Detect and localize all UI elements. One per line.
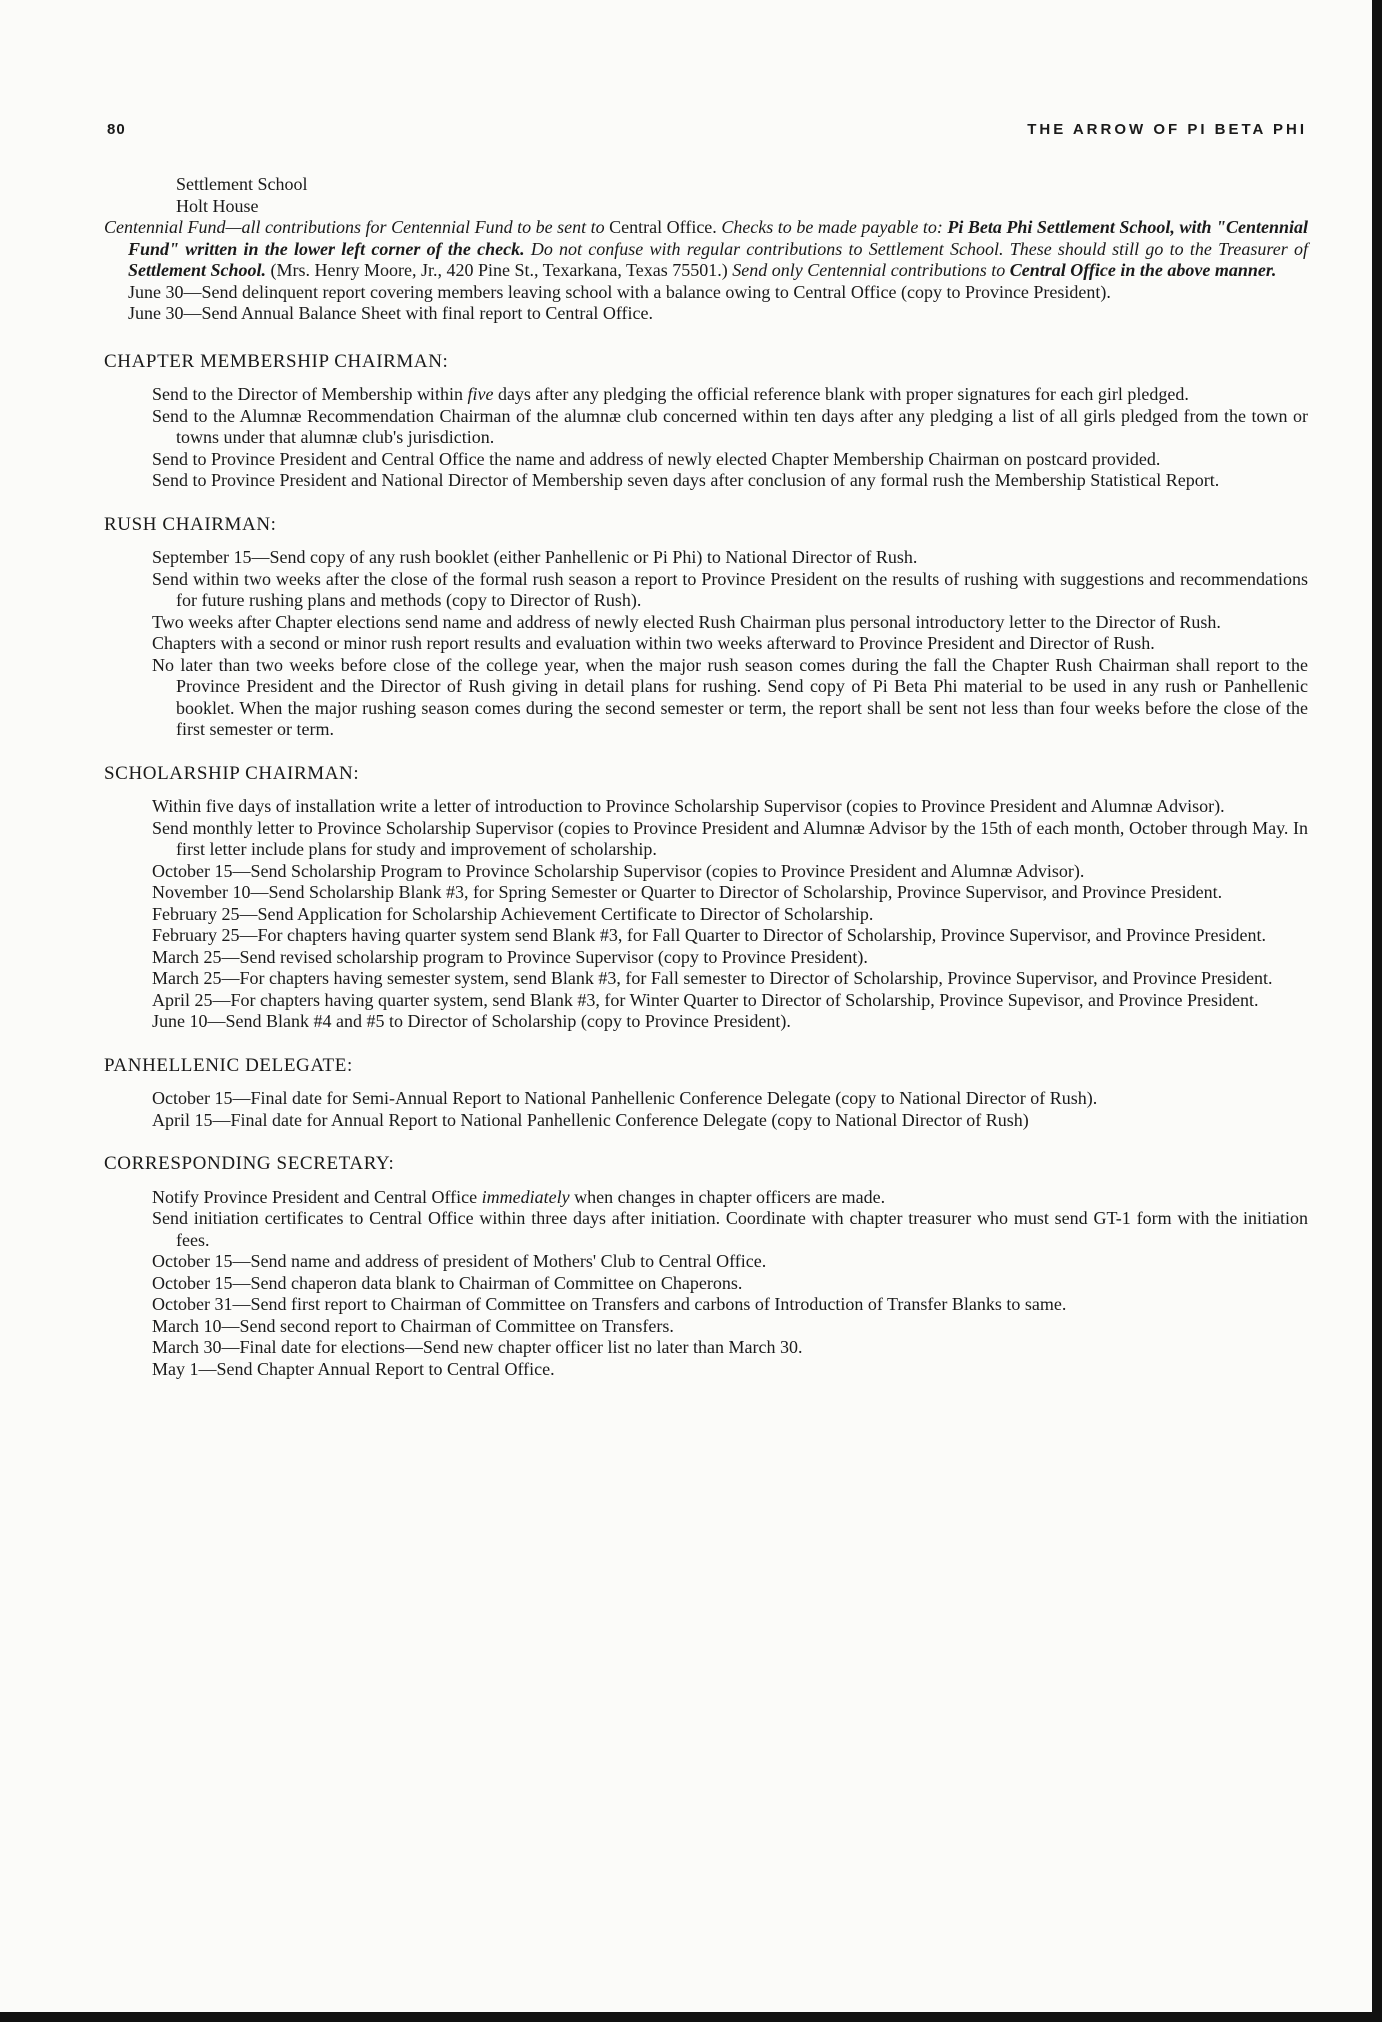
text-run: Send only Centennial contributions to — [727, 260, 1010, 280]
section-heading: PANHELLENIC DELEGATE: — [104, 1054, 353, 1076]
text-run: Checks to be made payable to: — [716, 217, 948, 237]
section-heading: CHAPTER MEMBERSHIP CHAIRMAN: — [104, 350, 449, 372]
section-heading: CORRESPONDING SECRETARY: — [104, 1153, 395, 1174]
entry: September 15—Send copy of any rush booklet (either Panhellenic or Pi Phi) to National Director of Rush. — [152, 547, 918, 567]
entry: November 10—Send Scholarship Blank #3, for Spring Semester or Quarter to Director of Scholarship, Province Supervisor, and Province President. — [152, 882, 1223, 902]
entry: Two weeks after Chapter elections send name and address of newly elected Rush Chairman plus personal introductory letter to the Director of Rush. — [152, 611, 1221, 632]
entry: March 10—Send second report to Chairman of Committee on Transfers. — [152, 1315, 674, 1336]
entry: October 15—Final date for Semi-Annual Report to National Panhellenic Conference Delegate (copy to National Director of Rush). — [152, 1088, 1098, 1108]
entry — [152, 384, 1308, 406]
text-run-bold: Settlement School. — [128, 260, 267, 280]
entry: October 15—Send name and address of president of Mothers' Club to Central Office. — [152, 1251, 767, 1271]
section-panhellenic-delegate — [104, 1055, 1308, 1132]
entry: Send to Province President and Central Office the name and address of newly elected Chapter Membership Chairman on postcard provided. — [152, 448, 1161, 469]
text-run: when changes in chapter officers are made. — [569, 1186, 886, 1207]
journal-title: THE ARROW OF PI BETA PHI — [1027, 121, 1307, 138]
text-run: Centennial Fund—all contributions for Centennial Fund to be sent to — [104, 217, 610, 237]
entry: March 25—For chapters having semester system, send Blank #3, for Fall semester to Director of Scholarship, Province Supervisor, and Province President. — [152, 968, 1273, 988]
entry: Send initiation certificates to Central Office within three days after initiation. Coordinate with chapter treasurer who must send GT-1 form with the initiation fees. — [152, 1208, 1308, 1250]
entry: No later than two weeks before close of the college year, when the major rush season comes during the fall the Chapter Rush Chairman shall report to the Province President and the Director of Rush giving in detail plans for rushing. Send copy of Pi Beta Phi material to be used in any rush or Panhellenic booklet. When the major rushing season comes during the second semester or term, the report shall be sent not less than four weeks before the close of the first semester or term. — [152, 654, 1308, 739]
text-run-bold: Central Office in the above manner. — [1009, 260, 1277, 280]
entry: Send within two weeks after the close of the formal rush season a report to Province President on the results of rushing with suggestions and recommendations for future rushing plans and methods (copy to Director of Rush). — [152, 568, 1308, 610]
section-heading: RUSH CHAIRMAN: — [104, 513, 277, 535]
entry: June 30—Send Annual Balance Sheet with final report to Central Office. — [128, 303, 654, 323]
section-corresponding-secretary — [104, 1153, 1308, 1380]
entry: October 31—Send first report to Chairman of Committee on Transfers and carbons of Introduction of Transfer Blanks to same. — [152, 1294, 1067, 1314]
section-heading: SCHOLARSHIP CHAIRMAN: — [104, 762, 360, 784]
entry: June 10—Send Blank #4 and #5 to Director of Scholarship (copy to Province President). — [152, 1011, 791, 1031]
entry: May 1—Send Chapter Annual Report to Central Office. — [152, 1358, 555, 1379]
text-run: Central Office. — [609, 217, 717, 237]
entry: Send monthly letter to Province Scholarship Supervisor (copies to Province President and Alumnæ Advisor by the 15th of each month, October through May. In first letter include plans for study and improvement of scholarship. — [152, 817, 1308, 859]
text-run-italic: immediately — [481, 1186, 570, 1207]
intro-line: Settlement School — [176, 174, 308, 194]
text-run: days after any pledging the official reference blank with proper signatures for each girl pledged. — [493, 384, 1189, 404]
entry: March 30—Final date for elections—Send new chapter officer list no later than March 30. — [152, 1337, 803, 1357]
entry: Send to Province President and National Director of Membership seven days after conclusion of any formal rush the Membership Statistical Report. — [152, 470, 1220, 490]
section-rush-chairman — [104, 514, 1308, 741]
entry: June 30—Send delinquent report covering members leaving school with a balance owing to Central Office (copy to Province President). — [128, 281, 1111, 302]
section-scholarship-chairman — [104, 763, 1308, 1033]
entry — [152, 1187, 1308, 1209]
entry: April 25—For chapters having quarter system, send Blank #3, for Winter Quarter to Director of Scholarship, Province Supevisor, and Province President. — [152, 989, 1259, 1010]
entry: Within five days of installation write a letter of introduction to Province Scholarship Supervisor (copies to Province President and Alumnæ Advisor). — [152, 796, 1225, 816]
text-run: Do not confuse with regular contributions to Settlement School. These should still go to the Treasurer of — [524, 238, 1308, 259]
centennial-fund-paragraph — [104, 217, 1308, 282]
text-run: Notify Province President and Central Office — [152, 1186, 482, 1207]
entry: February 25—Send Application for Scholarship Achievement Certificate to Director of Scholarship. — [152, 903, 874, 924]
text-run-italic: five — [467, 384, 494, 404]
page-number: 80 — [107, 121, 126, 138]
entry: February 25—For chapters having quarter system send Blank #3, for Fall Quarter to Director of Scholarship, Province Supervisor, and Province President. — [152, 925, 1267, 945]
entry: Chapters with a second or minor rush report results and evaluation within two weeks afterward to Province President and Director of Rush. — [152, 633, 1155, 653]
entry: October 15—Send Scholarship Program to Province Scholarship Supervisor (copies to Province President and Alumnæ Advisor). — [152, 860, 1085, 881]
text-run-bold: Pi Beta Phi Settlement School, with "Centennial Fund" written in the lower left corner of the check. — [128, 217, 1309, 259]
settlement-school-block — [104, 174, 1308, 325]
section-chapter-membership-chairman — [104, 351, 1308, 492]
entry: April 15—Final date for Annual Report to National Panhellenic Conference Delegate (copy to National Director of Rush) — [152, 1109, 1029, 1130]
entry: October 15—Send chaperon data blank to Chairman of Committee on Chaperons. — [152, 1272, 743, 1293]
entry: Send to the Alumnæ Recommendation Chairman of the alumnæ club concerned within ten days after any pledging a list of all girls pledged from the town or towns under that alumnæ club's jurisdiction. — [152, 405, 1308, 447]
text-run: (Mrs. Henry Moore, Jr., 420 Pine St., Texarkana, Texas 75501.) — [266, 260, 728, 280]
intro-line: Holt House — [176, 195, 259, 216]
page-body — [104, 174, 1308, 1380]
text-run: Send to the Director of Membership within — [152, 384, 468, 404]
running-head — [107, 121, 1307, 145]
entry: March 25—Send revised scholarship program to Province Supervisor (copy to Province President). — [152, 946, 868, 967]
